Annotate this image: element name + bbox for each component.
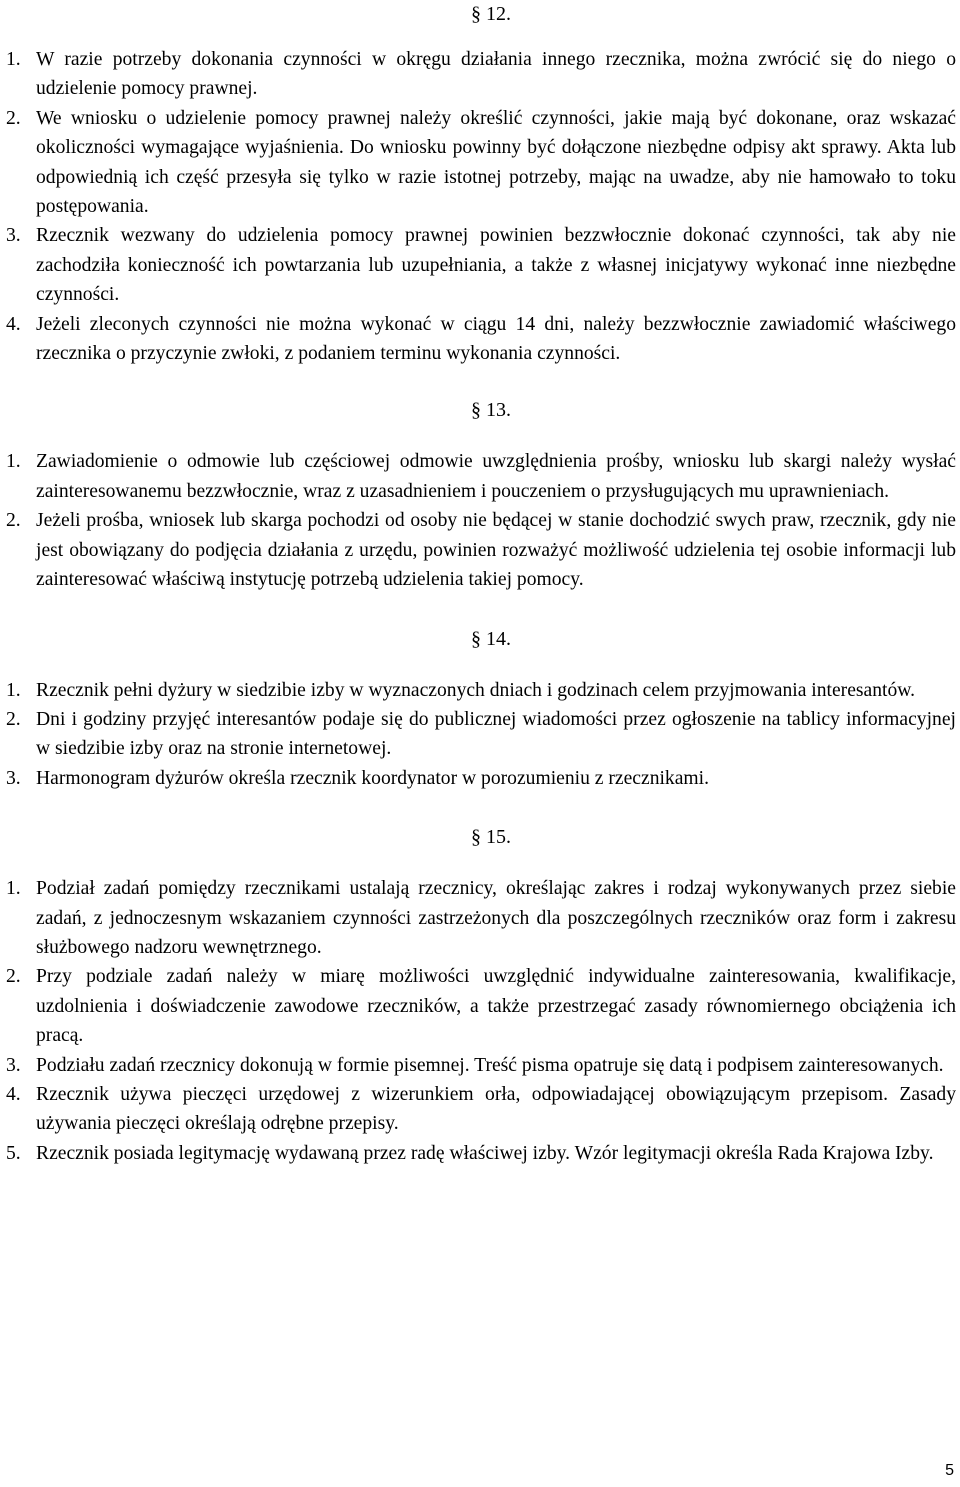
item-number: 2. (6, 966, 21, 988)
list-item (6, 1051, 956, 1080)
item-number: 3. (6, 225, 21, 247)
list-item (6, 1080, 956, 1139)
list-item (6, 104, 956, 222)
item-number: 3. (6, 1054, 21, 1076)
item-number: 2. (6, 510, 21, 532)
list-item (6, 221, 956, 309)
item-number: 4. (6, 313, 21, 335)
list-item (6, 676, 956, 705)
section-13 (6, 396, 956, 594)
item-number: 2. (6, 107, 21, 129)
item-text: Rzecznik pełni dyżury w siedzibie izby w wyznaczonych dniach i godzinach celem przyjmowania interesantów. (36, 679, 916, 701)
item-text: Jeżeli prośba, wniosek lub skarga pochodzi od osoby nie będącej w stanie dochodzić swych praw, rzecznik, gdy nie jest obowiązany do podjęcia działania z urzędu, powinien rozważyć możliwość udzielenia tej osobie informacji lub zainteresować właściwą instytucję potrzebą udzielenia takiej pomocy. (36, 510, 956, 591)
list-item (6, 310, 956, 369)
item-text: We wniosku o udzielenie pomocy prawnej należy określić czynności, jakie mają być dokonane, oraz wskazać okoliczności wymagające wyjaśnienia. Do wniosku powinny być dołączone niezbędne odpisy akt sprawy. Akta lub odpowiednią ich część przesyła się tylko w razie istotnej potrzeby, mając na uwadze, aby nie hamowało to toku postępowania. (36, 107, 956, 218)
list-item (6, 1139, 956, 1168)
item-number: 2. (6, 708, 21, 730)
item-text: Podział zadań pomiędzy rzecznikami ustalają rzecznicy, określając zakres i rodzaj wykonywanych przez siebie zadań, z jednoczesnym wskazaniem czynności zastrzeżonych dla poszczególnych rzeczników oraz form i zakresu służbowego nadzoru wewnętrznego. (36, 878, 956, 958)
list-item (6, 506, 956, 594)
item-number: 4. (6, 1083, 21, 1105)
item-text: Przy podziale zadań należy w miarę możliwości uwzględnić indywidualne zainteresowania, kwalifikacje, uzdolnienia i doświadczenie zawodowe rzeczników, a także przestrzegać zasady równomiernego obciążenia ich pracą. (36, 966, 956, 1047)
item-text: Jeżeli zleconych czynności nie można wykonać w ciągu 14 dni, należy bezzwłocznie zawiadomić właściwego rzecznika o przyczynie zwłoki, z podaniem terminu wykonania czynności. (36, 313, 956, 365)
section-heading: § 12. (471, 3, 511, 25)
item-text: Rzecznik używa pieczęci urzędowej z wizerunkiem orła, odpowiadającej obowiązującym przepisom. Zasady używania pieczęci określają odrębne przepisy. (36, 1083, 956, 1135)
section-heading: § 14. (471, 627, 511, 650)
section-heading: § 13. (471, 399, 511, 422)
item-number: 1. (6, 878, 21, 900)
item-number: 3. (6, 767, 21, 789)
item-number: 1. (6, 679, 21, 701)
document-page (6, 0, 956, 1168)
item-text: Dni i godziny przyjęć interesantów podaje się do publicznej wiadomości przez ogłoszenie na tablicy informacyjnej w siedzibie izby oraz na stronie internetowej. (36, 708, 956, 760)
item-text: Rzecznik wezwany do udzielenia pomocy prawnej powinien bezzwłocznie dokonać czynności, tak aby nie zachodziła konieczność ich powtarzania lub uzupełniania, a także z własnej inicjatywy wykonać inne niezbędne czynności. (36, 225, 956, 306)
item-number: 1. (6, 451, 21, 473)
section-15 (6, 823, 956, 1168)
section-14 (6, 625, 956, 794)
item-text: Zawiadomienie o odmowie lub częściowej odmowie uwzględnienia prośby, wniosku lub skargi należy wysłać zainteresowanemu bezzwłocznie, wraz z uzasadnieniem i pouczeniem o przysługujących mu uprawnieniach. (36, 451, 956, 502)
list-item (6, 764, 956, 793)
item-text: Rzecznik posiada legitymację wydawaną przez radę właściwej izby. Wzór legitymacji określa Rada Krajowa Izby. (36, 1142, 934, 1164)
list-item (6, 447, 956, 506)
list-item (6, 705, 956, 764)
page-number: 5 (945, 1462, 954, 1479)
item-text: W razie potrzeby dokonania czynności w okręgu działania innego rzecznika, można zwrócić się do niego o udzielenie pomocy prawnej. (36, 49, 956, 100)
list-item (6, 874, 956, 962)
section-12 (6, 0, 956, 368)
item-text: Podziału zadań rzecznicy dokonują w formie pisemnej. Treść pisma opatruje się datą i podpisem zainteresowanych. (36, 1054, 944, 1076)
item-number: 5. (6, 1142, 21, 1164)
item-number: 1. (6, 49, 21, 70)
item-text: Harmonogram dyżurów określa rzecznik koordynator w porozumieniu z rzecznikami. (36, 767, 710, 789)
list-item (6, 45, 956, 104)
list-item (6, 962, 956, 1050)
section-heading: § 15. (471, 826, 511, 849)
